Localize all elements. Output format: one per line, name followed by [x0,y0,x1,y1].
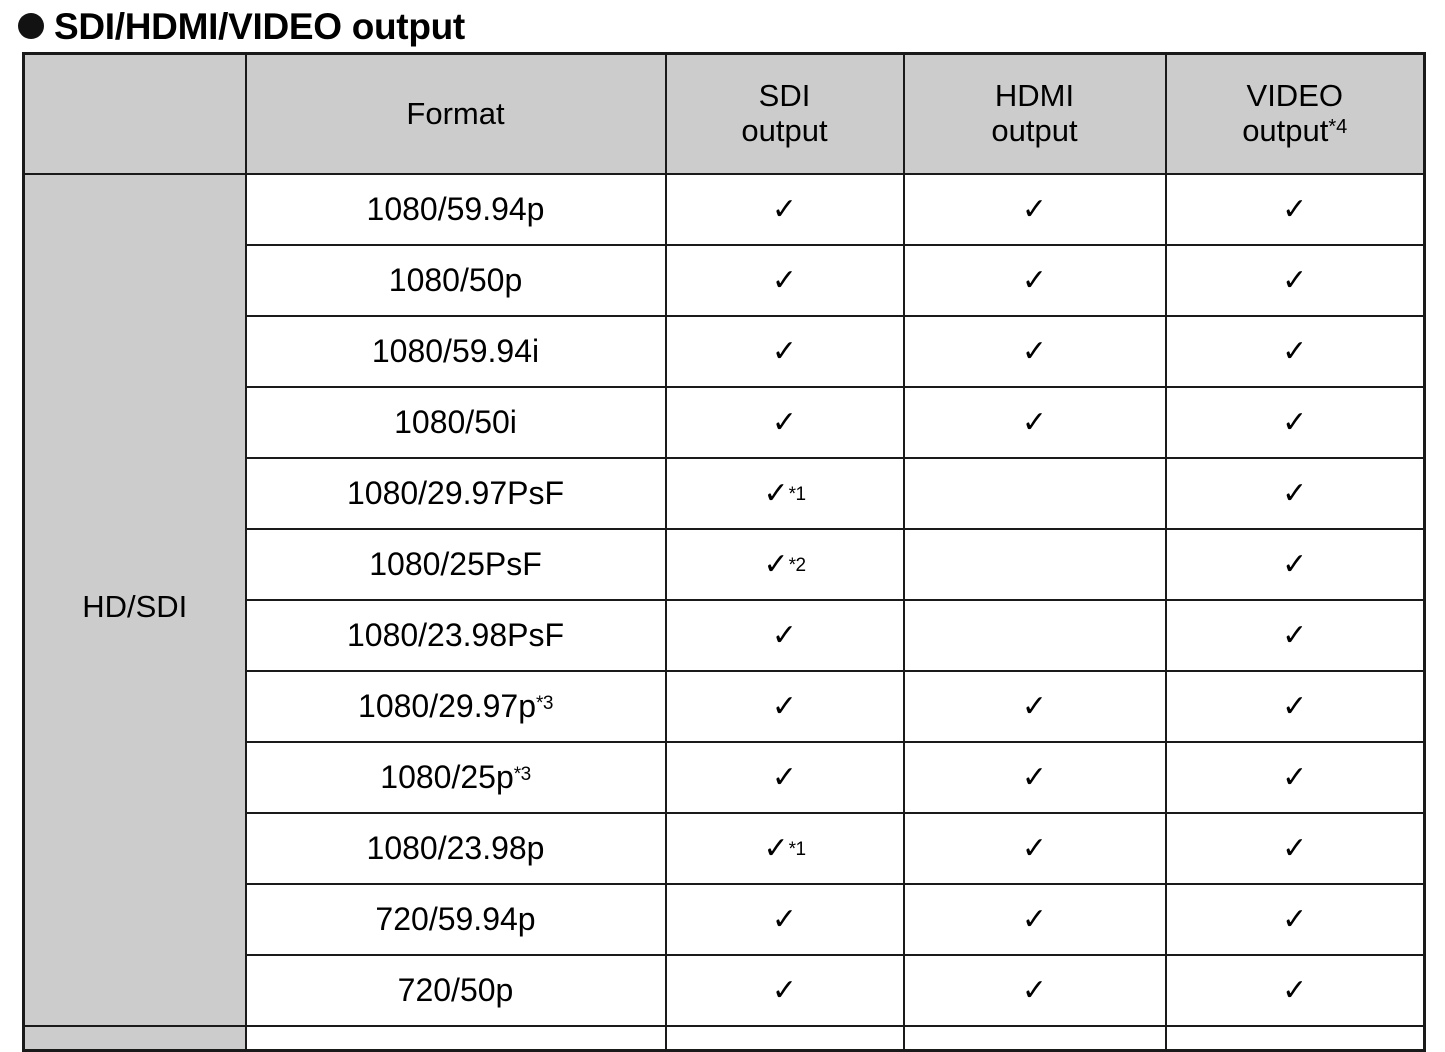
header-video-footnote: *4 [1328,116,1348,138]
hdmi-mark-cell [904,884,1166,955]
video-mark-cell [1166,458,1425,529]
hdmi-mark-cell [904,813,1166,884]
sdi-mark-cell [666,174,904,245]
hdmi-mark-cell [904,955,1166,1026]
hdmi-mark-cell [904,671,1166,742]
sdi-mark-cell [666,387,904,458]
video-mark-cell [1166,742,1425,813]
check-icon: ✓ [763,547,789,581]
table-header-row [24,54,1425,175]
check-icon: ✓ [1282,405,1308,439]
hdmi-mark-cell [904,742,1166,813]
check-icon: ✓ [1021,902,1048,936]
sdi-mark-cell [666,458,904,529]
sdi-mark-cell [666,529,904,600]
format-label: 1080/23.98p [366,830,545,866]
check-icon: ✓ [1282,334,1308,368]
sdi-mark-cell [666,1026,904,1051]
format-cell [246,742,666,813]
format-label: 1080/29.97p [358,688,536,724]
hdmi-mark-cell [904,529,1166,600]
format-cell [246,955,666,1026]
header-cell-format: Format [246,54,666,175]
check-icon: ✓ [771,405,798,439]
format-cell [246,884,666,955]
sdi-mark-cell [666,884,904,955]
check-icon: ✓ [1282,973,1308,1007]
sdi-mark-cell [666,742,904,813]
check-icon: ✓ [763,476,789,510]
section-heading [0,0,1445,52]
format-cell [246,387,666,458]
format-label: 720/59.94p [375,901,536,937]
video-mark-cell [1166,955,1425,1026]
hdmi-mark-cell [904,1026,1166,1051]
check-icon: ✓ [1021,263,1048,297]
format-cell [246,316,666,387]
video-mark-cell [1166,600,1425,671]
check-icon: ✓ [771,263,798,297]
format-footnote: *3 [513,764,531,785]
check-icon: ✓ [1282,618,1308,652]
format-cell [246,600,666,671]
format-cell [246,529,666,600]
check-icon: ✓ [771,973,798,1007]
video-mark-cell [1166,813,1425,884]
sdi-mark-cell [666,813,904,884]
check-icon: ✓ [1282,547,1308,581]
check-icon: ✓ [1282,192,1308,226]
header-hdmi-line2: output [991,113,1078,148]
check-icon: ✓ [771,192,798,226]
hdmi-mark-cell [904,174,1166,245]
header-video-line2 [1167,114,1424,149]
check-icon: ✓ [771,902,798,936]
format-cell [246,174,666,245]
check-icon: ✓ [1021,192,1048,226]
video-mark-cell [1166,1026,1425,1051]
sdi-mark-cell [666,316,904,387]
format-label: 1080/25PsF [369,546,542,582]
sdi-mark-cell [666,245,904,316]
sdi-footnote: *1 [788,483,806,505]
check-icon: ✓ [771,689,798,723]
check-icon: ✓ [1282,263,1308,297]
check-icon: ✓ [1282,831,1308,865]
check-icon: ✓ [763,831,789,865]
format-cell [246,813,666,884]
video-mark-cell [1166,529,1425,600]
header-cell-sdi-output [666,54,904,175]
check-icon: ✓ [1282,689,1308,723]
format-label: 1080/59.94i [371,333,540,369]
video-mark-cell [1166,387,1425,458]
video-mark-cell [1166,245,1425,316]
check-icon: ✓ [1021,334,1048,368]
header-video-line1: VIDEO [1246,78,1343,114]
check-icon: ✓ [1021,689,1048,723]
check-icon: ✓ [1282,476,1308,510]
format-label: 1080/50i [394,404,517,440]
video-mark-cell [1166,884,1425,955]
video-mark-cell [1166,316,1425,387]
output-format-table [22,52,1426,1052]
format-label: 1080/59.94p [366,191,545,227]
table-row [24,174,1425,245]
check-icon: ✓ [771,334,798,368]
hdmi-mark-cell [904,245,1166,316]
check-icon: ✓ [771,760,798,794]
format-cell [246,1026,666,1051]
format-cell [246,245,666,316]
format-label: 1080/23.98PsF [346,617,565,653]
video-mark-cell [1166,174,1425,245]
check-icon: ✓ [771,618,798,652]
check-icon: ✓ [1021,760,1048,794]
group-label: HD/SDI [82,589,188,624]
video-mark-cell [1166,671,1425,742]
header-hdmi-line1: HDMI [994,78,1075,114]
table-body [24,174,1425,1051]
spec-table-container [0,52,1445,1052]
format-label: 720/50p [397,972,514,1008]
format-label: 1080/29.97PsF [346,475,565,511]
header-cell-video-output [1166,54,1425,175]
check-icon: ✓ [1021,831,1048,865]
hdmi-mark-cell [904,458,1166,529]
group-cell-next [24,1026,246,1051]
header-cell-hdmi-output [904,54,1166,175]
header-cell-blank [24,54,246,175]
hdmi-mark-cell [904,387,1166,458]
sdi-mark-cell [666,955,904,1026]
hdmi-mark-cell [904,316,1166,387]
header-sdi-line2: output [741,113,828,148]
sdi-mark-cell [666,671,904,742]
header-video-label: output [1242,113,1329,148]
check-icon: ✓ [1021,405,1048,439]
format-label: 1080/50p [388,262,523,298]
sdi-footnote: *2 [788,554,806,576]
group-cell-hd-sdi [24,174,246,1026]
check-icon: ✓ [1021,973,1048,1007]
sdi-mark-cell [666,600,904,671]
table-row-clipped [24,1026,1425,1051]
hdmi-mark-cell [904,600,1166,671]
format-footnote: *3 [535,693,553,714]
sdi-footnote: *1 [788,838,806,860]
page-title: SDI/HDMI/VIDEO output [54,5,465,47]
format-label: 1080/25p [380,759,514,795]
check-icon: ✓ [1282,760,1308,794]
format-cell [246,458,666,529]
format-cell [246,671,666,742]
check-icon: ✓ [1282,902,1308,936]
header-sdi-line1: SDI [758,78,811,114]
filled-circle-icon [18,13,44,39]
